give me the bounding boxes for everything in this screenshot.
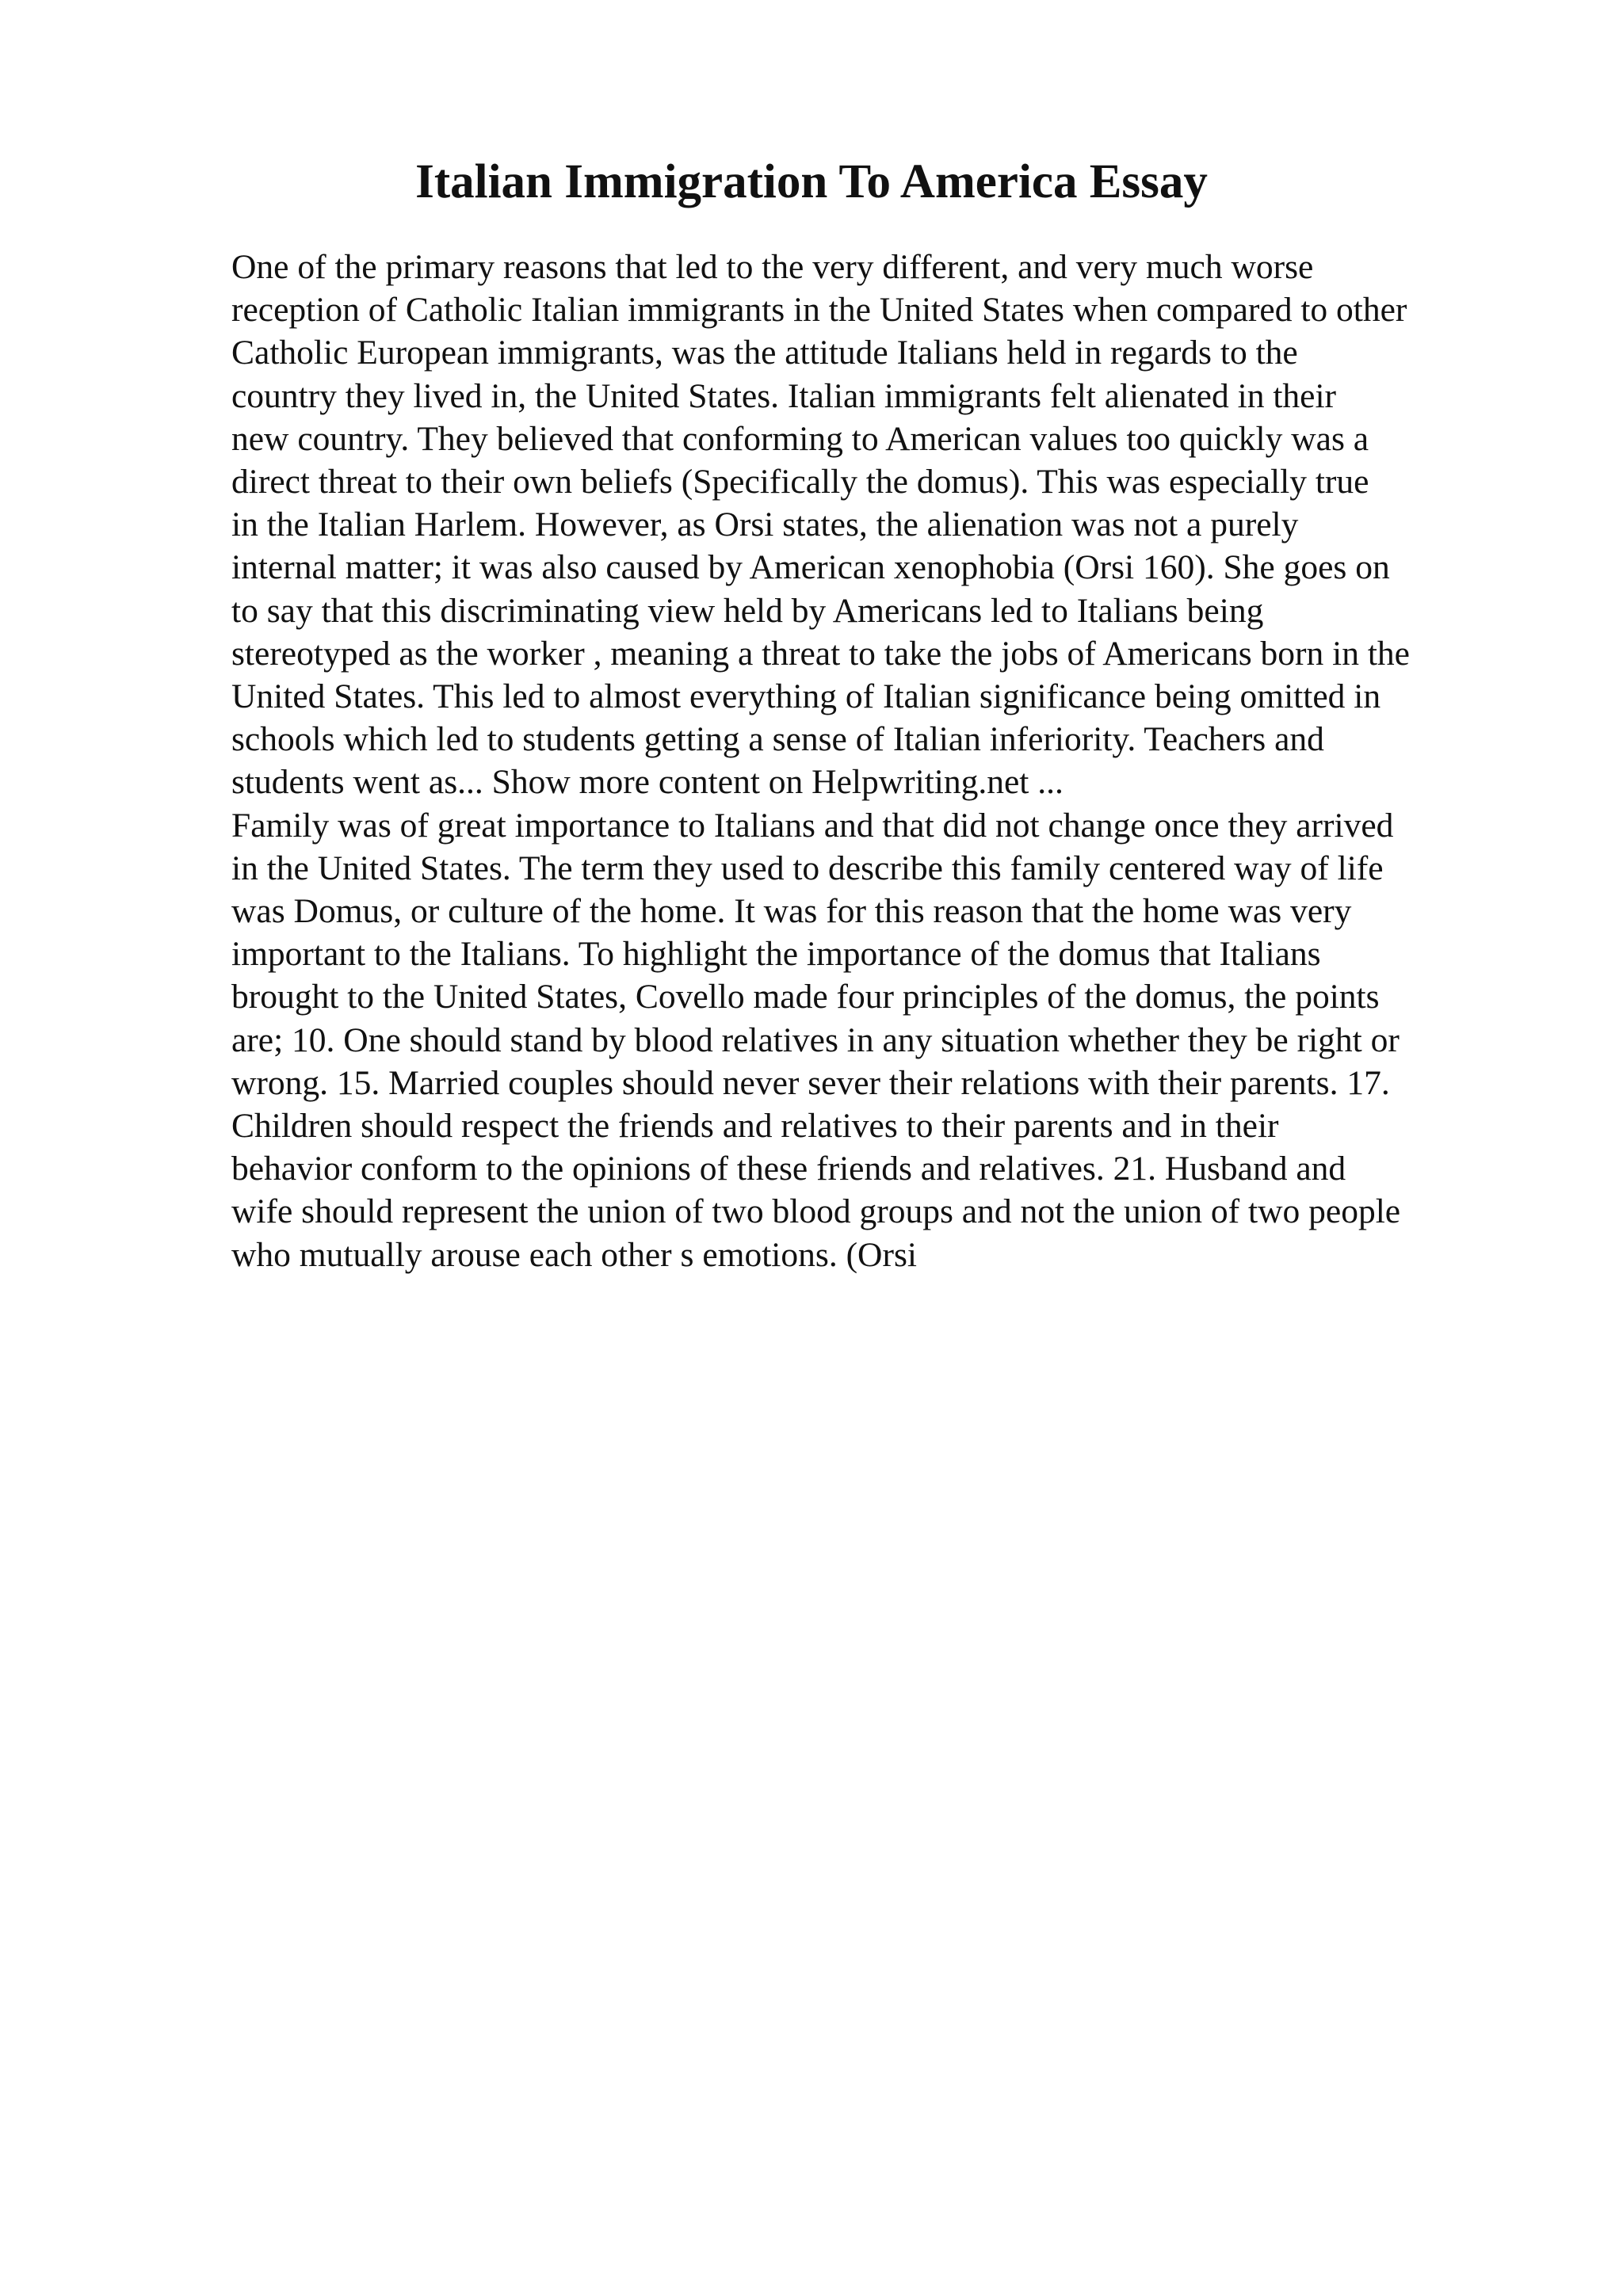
text-line: reception of Catholic Italian immigrants in the United States when compared to other [231, 291, 1407, 330]
text-line: wrong. 15. Married couples should never sever their relations with their parents. 17. [231, 1063, 1390, 1102]
text-line: who mutually arouse each other s emotions. (Orsi [231, 1235, 917, 1274]
text-line: to say that this discriminating view held by Americans led to Italians being [231, 591, 1264, 630]
text-line: Family was of great importance to Italians and that did not change once they arrived [231, 806, 1394, 845]
text-line: direct threat to their own beliefs (Specifically the domus). This was especially true [231, 463, 1369, 502]
text-line: was Domus, or culture of the home. It was for this reason that the home was very [231, 892, 1352, 931]
text-line: Children should respect the friends and relatives to their parents and in their [231, 1107, 1279, 1146]
text-line: new country. They believed that conforming to American values too quickly was a [231, 419, 1369, 458]
essay-body [231, 246, 1531, 1276]
text-line: behavior conform to the opinions of these friends and relatives. 21. Husband and [231, 1150, 1346, 1188]
text-line: One of the primary reasons that led to the very different, and very much worse [231, 248, 1314, 286]
text-line: United States. This led to almost everything of Italian significance being omitted in [231, 677, 1381, 716]
text-line: country they lived in, the United States. Italian immigrants felt alienated in their [231, 376, 1337, 415]
text-line: wife should represent the union of two blood groups and not the union of two people [231, 1192, 1401, 1231]
text-line: are; 10. One should stand by blood relatives in any situation whether they be right or [231, 1020, 1400, 1059]
text-line: Catholic European immigrants, was the attitude Italians held in regards to the [231, 334, 1298, 372]
text-line: in the United States. The term they used to describe this family centered way of life [231, 849, 1384, 887]
show-more-line: students went as... Show more content on Helpwriting.net ... [231, 763, 1064, 802]
essay-title: Italian Immigration To America Essay [415, 155, 1208, 208]
text-line: stereotyped as the worker , meaning a threat to take the jobs of Americans born in the [231, 634, 1410, 673]
text-line: in the Italian Harlem. However, as Orsi states, the alienation was not a purely [231, 505, 1299, 544]
text-line: important to the Italians. To highlight the importance of the domus that Italians [231, 935, 1321, 974]
text-line: internal matter; it was also caused by American xenophobia (Orsi 160). She goes on [231, 548, 1390, 587]
text-line: brought to the United States, Covello made four principles of the domus, the points [231, 978, 1380, 1016]
text-line: schools which led to students getting a sense of Italian inferiority. Teachers and [231, 720, 1324, 759]
